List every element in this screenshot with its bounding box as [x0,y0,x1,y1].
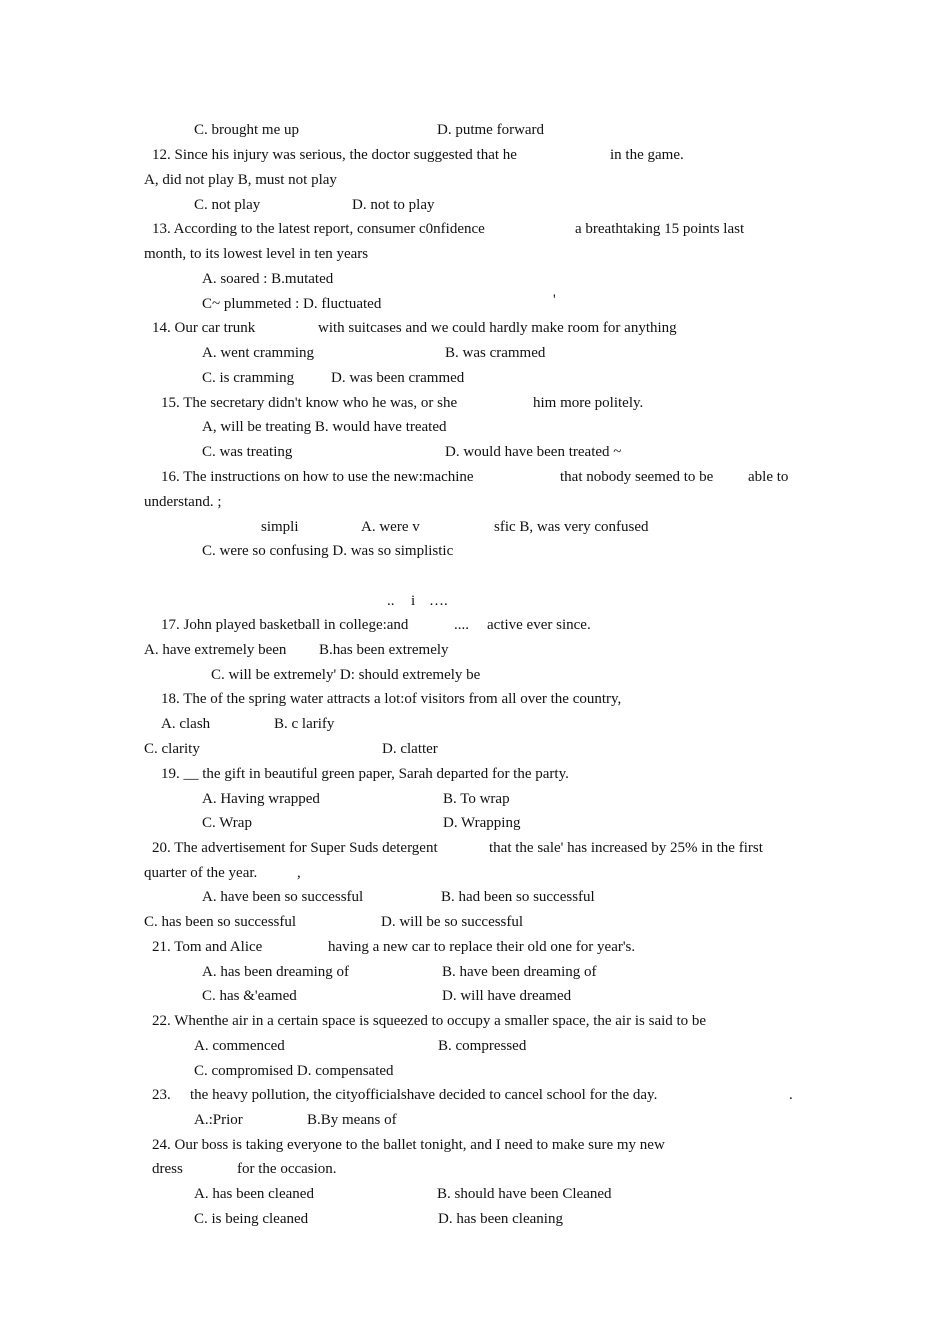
q17-stem-end: active ever since. [487,617,591,633]
stray-mark: …. [429,593,448,609]
q24-stem-end: for the occasion. [237,1161,337,1177]
q11-option-d: D. putme forward [437,122,545,138]
q17-option-b: B.has been extremely [319,642,449,658]
q20-option-a: A. have been so successful [202,889,364,905]
q21-option-a: A. has been dreaming of [202,964,350,980]
q20-stem: 20. The advertisement for Super Suds detergent [152,840,438,856]
q23-number: 23. [152,1087,171,1103]
q15-stem-end: him more politely. [533,395,644,411]
q24-stem: 24. Our boss is taking everyone to the ballet tonight, and I need to make sure my new [152,1137,665,1153]
q24-stem-cont: dress [152,1161,183,1177]
stray-mark: . [789,1087,793,1103]
q22-option-a: A. commenced [194,1038,285,1054]
q16-stem-end: able to [748,469,789,485]
q22-option-b: B. compressed [438,1038,527,1054]
q21-stem: 21. Tom and Alice [152,939,263,955]
q22-options-cd: C. compromised D. compensated [194,1063,394,1079]
q19-option-d: D. Wrapping [443,815,521,831]
q18-option-c: C. clarity [144,741,200,757]
q14-option-d: D. was been crammed [331,370,465,386]
q13-options-ab: A. soared : B.mutated [202,271,334,287]
q12-stem-end: in the game. [610,147,684,163]
q16-stem: 16. The instructions on how to use the new:machine [161,469,474,485]
q14-stem: 14. Our car trunk [152,320,256,336]
q12-option-c: C. not play [194,197,261,213]
q16-option-a: A. were v [361,519,420,535]
q18-option-a: A. clash [161,716,211,732]
q11-option-c: C. brought me up [194,122,299,138]
q17-stem: 17. John played basketball in college:and [161,617,409,633]
stray-mark: ' [553,292,556,308]
q16-options-cd: C. were so confusing D. was so simplistic [202,543,454,559]
q21-option-c: C. has &'eamed [202,988,297,1004]
q24-option-d: D. has been cleaning [438,1211,563,1227]
q19-option-a: A. Having wrapped [202,791,320,807]
q18-option-d: D. clatter [382,741,438,757]
q16-stem-cont: understand. ; [144,494,222,510]
q12-options-ab: A, did not play B, must not play [144,172,337,188]
q19-option-b: B. To wrap [443,791,510,807]
q15-options-ab: A, will be treating B. would have treated [202,419,447,435]
q14-option-a: A. went cramming [202,345,315,361]
q17-option-a: A. have extremely been [144,642,287,658]
q19-stem: 19. __ the gift in beautiful green paper, Sarah departed for the party. [161,766,569,782]
q18-option-b: B. c larify [274,716,335,732]
q15-option-d: D. would have been treated ~ [445,444,622,460]
stray-mark: , [297,865,301,881]
q24-option-c: C. is being cleaned [194,1211,309,1227]
q24-option-b: B. should have been Cleaned [437,1186,612,1202]
q14-option-b: B. was crammed [445,345,546,361]
q12-stem: 12. Since his injury was serious, the doctor suggested that he [152,147,517,163]
q15-option-c: C. was treating [202,444,293,460]
q22-stem: 22. Whenthe air in a certain space is squeezed to occupy a smaller space, the air is said to be [152,1013,707,1029]
q13-stem-cont: month, to its lowest level in ten years [144,246,369,262]
q21-option-b: B. have been dreaming of [442,964,597,980]
stray-mark: .. [387,593,395,609]
q20-stem-cont: quarter of the year. [144,865,258,881]
q17-blank: .... [454,617,469,633]
q14-option-c: C. is cramming [202,370,295,386]
q19-option-c: C. Wrap [202,815,252,831]
q18-stem: 18. The of the spring water attracts a lot:of visitors from all over the country, [161,691,622,707]
q15-stem: 15. The secretary didn't know who he was, or she [161,395,458,411]
q20-option-c: C. has been so successful [144,914,297,930]
q13-stem: 13. According to the latest report, consumer c0nfidence [152,221,485,237]
q17-options-cd: C. will be extremely' D: should extremely be [211,667,481,683]
q20-stem-end: that the sale' has increased by 25% in the first [489,840,763,856]
q20-option-d: D. will be so successful [381,914,524,930]
q14-stem-end: with suitcases and we could hardly make room for anything [318,320,677,336]
q24-option-a: A. has been cleaned [194,1186,314,1202]
q13-options-cd: C~ plummeted : D. fluctuated [202,296,382,312]
q20-option-b: B. had been so successful [441,889,595,905]
q16-stem-mid: that nobody seemed to be [560,469,714,485]
q23-option-b: B.By means of [307,1112,397,1128]
q21-option-d: D. will have dreamed [442,988,572,1004]
stray-mark: i [411,593,416,609]
q23-stem: the heavy pollution, the cityofficialshave decided to cancel school for the day. [190,1087,658,1103]
q12-option-d: D. not to play [352,197,435,213]
q23-option-a: A.:Prior [194,1112,243,1128]
q13-stem-end: a breathtaking 15 points last [575,221,745,237]
q21-stem-end: having a new car to replace their old one for year's. [328,939,636,955]
q16-option-b: sfic B, was very confused [494,519,649,535]
q16-fragment: simpli [261,519,299,535]
